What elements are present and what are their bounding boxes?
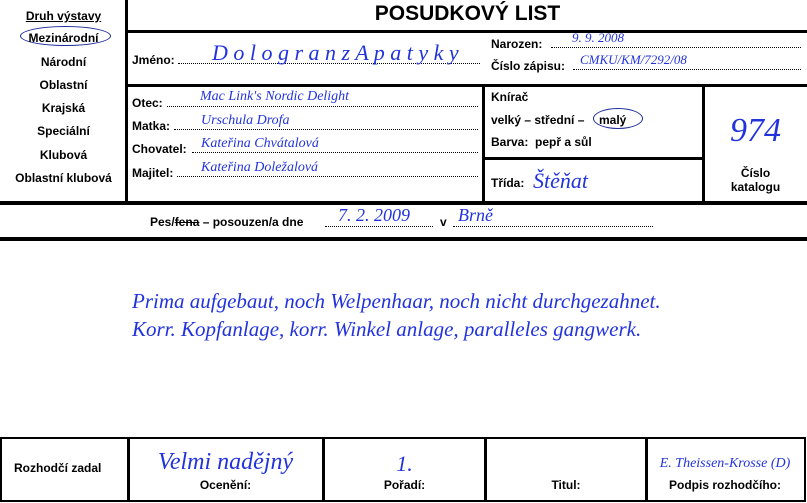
class-value: Štěňat bbox=[533, 168, 588, 193]
show-type-mezinarodni: Mezinárodní bbox=[28, 31, 99, 45]
size-options: velký – střední – bbox=[491, 113, 585, 127]
catalog-label-line1: Číslo bbox=[740, 166, 771, 180]
judge-name-value: E. Theissen-Krosse (D) bbox=[659, 456, 791, 471]
breeder-dotted-line bbox=[192, 152, 478, 153]
born-label: Narozen: bbox=[491, 37, 543, 51]
date-dotted-line bbox=[325, 226, 433, 227]
breed-heading: Knírač bbox=[491, 90, 529, 104]
reg-label: Číslo zápisu: bbox=[491, 59, 566, 73]
catalog-label-line2: katalogu bbox=[730, 180, 781, 194]
catalog-number: 974 bbox=[730, 112, 781, 149]
mother-value: Urschula Drofa bbox=[201, 113, 290, 128]
judged-place: Brně bbox=[458, 205, 493, 225]
show-type-oblastni: Oblastní bbox=[39, 78, 88, 92]
breeder-value: Kateřina Chvátalová bbox=[201, 136, 319, 151]
judged-date: 7. 2. 2009 bbox=[338, 205, 410, 225]
breed-class-divider bbox=[484, 157, 704, 160]
title-label: Titul: bbox=[551, 478, 581, 492]
mother-label: Matka: bbox=[132, 119, 171, 133]
judged-struck: fena bbox=[174, 215, 200, 229]
born-value: 9. 9. 2008 bbox=[572, 30, 624, 45]
judge-gave-label: Rozhodčí zadal bbox=[14, 461, 102, 475]
father-label: Otec: bbox=[132, 96, 163, 110]
reg-value: CMKU/KM/7292/08 bbox=[580, 52, 687, 67]
page-title: POSUDKOVÝ LIST bbox=[374, 2, 561, 25]
father-dotted-line bbox=[167, 106, 478, 107]
show-types-heading: Druh výstavy bbox=[25, 9, 102, 23]
breeder-label: Chovatel: bbox=[132, 142, 187, 156]
top-divider bbox=[127, 30, 807, 33]
judged-in-label: v bbox=[440, 215, 447, 229]
critique-line-2: Korr. Kopfanlage, korr. Winkel anlage, paralleles gangwerk. bbox=[132, 317, 642, 341]
show-type-oblastni-klubova: Oblastní klubová bbox=[15, 171, 112, 185]
mother-dotted-line bbox=[174, 129, 478, 130]
show-type-klubova: Klubová bbox=[39, 148, 88, 162]
judged-prefix: Pes/ bbox=[150, 215, 175, 229]
color-label: Barva: bbox=[491, 135, 529, 149]
dog-info-divider bbox=[127, 84, 807, 87]
born-dotted-line bbox=[551, 47, 801, 48]
show-type-specialni: Speciální bbox=[37, 124, 90, 138]
owner-value: Kateřina Doležalová bbox=[201, 160, 319, 175]
judged-line bbox=[150, 215, 303, 229]
color-value: pepř a sůl bbox=[535, 135, 592, 149]
dog-name-value: D o l o g r a n z A p a t y k y bbox=[212, 40, 459, 65]
show-type-krajska: Krajská bbox=[41, 101, 86, 115]
placement-value: 1. bbox=[396, 451, 413, 476]
class-label: Třída: bbox=[491, 176, 525, 190]
placement-label: Pořadí: bbox=[383, 478, 426, 492]
parents-breed-divider bbox=[482, 84, 485, 204]
reg-dotted-line bbox=[573, 69, 801, 70]
rating-label: Ocenění: bbox=[199, 478, 252, 492]
owner-dotted-line bbox=[177, 176, 478, 177]
owner-label: Majitel: bbox=[132, 166, 174, 180]
father-value: Mac Link's Nordic Delight bbox=[200, 89, 350, 104]
show-type-narodni: Národní bbox=[40, 55, 87, 69]
judged-middle: – posouzen/a dne bbox=[199, 215, 304, 229]
name-label: Jméno: bbox=[132, 53, 175, 67]
judged-bottom-line bbox=[0, 237, 807, 241]
place-dotted-line bbox=[453, 226, 653, 227]
judge-sign-label: Podpis rozhodčího: bbox=[669, 478, 781, 492]
critique-line-1: Prima aufgebaut, noch Welpenhaar, noch nicht durchgezahnet. bbox=[132, 289, 661, 313]
rating-value: Velmi nadějný bbox=[157, 449, 294, 475]
size-selected: malý bbox=[599, 113, 627, 127]
